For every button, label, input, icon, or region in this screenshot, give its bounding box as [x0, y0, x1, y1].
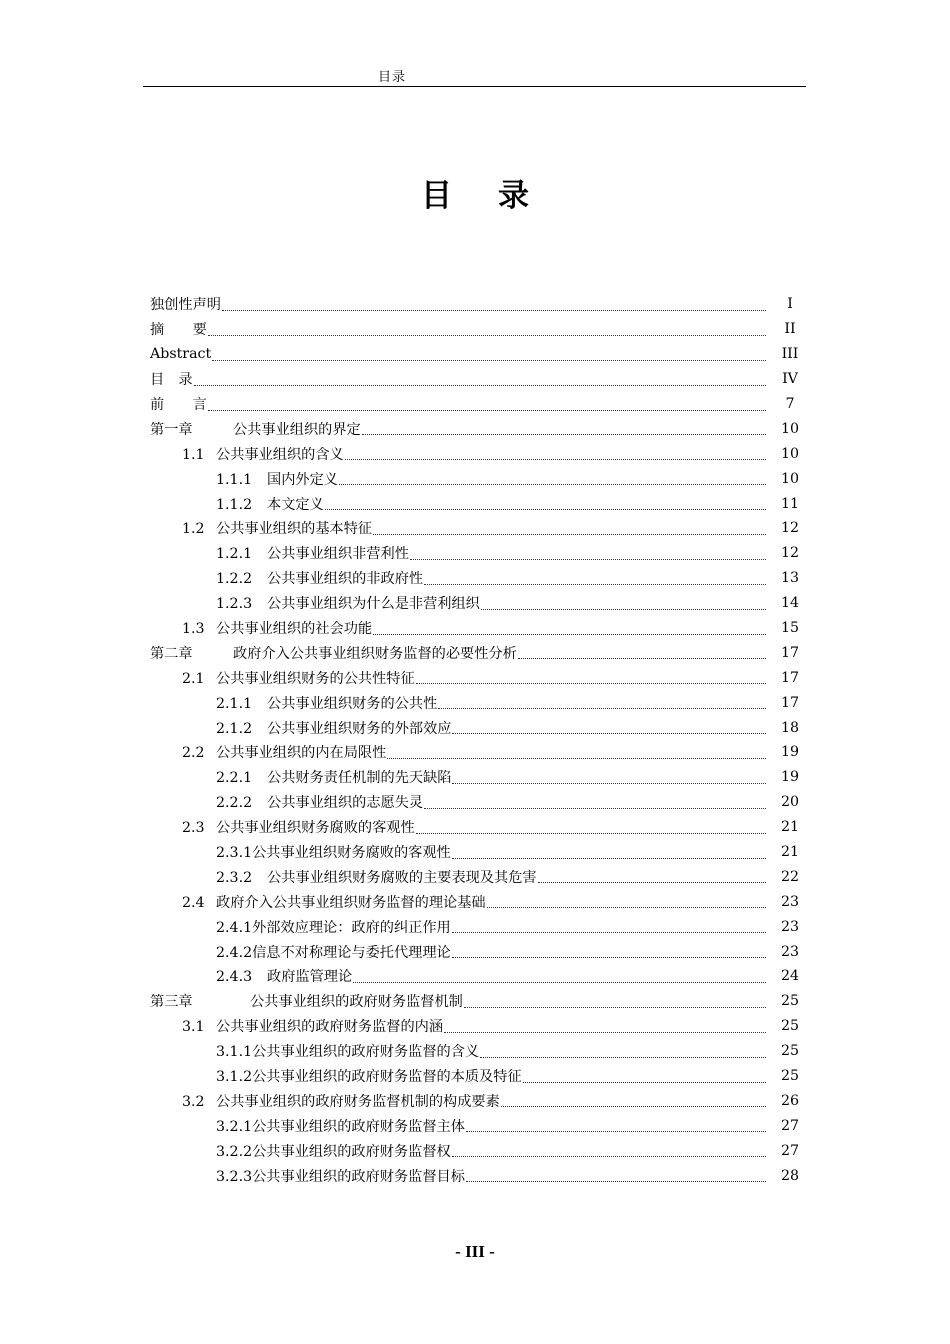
toc-entry-label	[182, 892, 486, 912]
toc-entry-title: 政府介入公共事业组织财务监督的理论基础	[216, 894, 486, 911]
toc-page-number: 13	[780, 570, 800, 587]
toc-entry-title: 信息不对称理论与委托代理理论	[252, 944, 451, 961]
toc-entry-label	[216, 718, 451, 738]
toc-entry-number: 3.2.1	[216, 1118, 253, 1135]
dot-leader	[523, 1072, 766, 1083]
dot-leader	[212, 350, 766, 361]
dot-leader	[501, 1096, 766, 1107]
toc-entry-number: 1.2.3	[216, 596, 253, 613]
toc-entry-number: 2.1.1	[216, 695, 253, 712]
toc-entry-level-2[interactable]	[150, 815, 810, 840]
toc-page-number: 20	[780, 794, 800, 811]
dot-leader	[452, 723, 766, 734]
toc-entry-title: 公共事业组织的政府财务监督目标	[252, 1168, 465, 1185]
dot-leader	[438, 698, 766, 709]
toc-page-number: 15	[780, 620, 800, 637]
toc-entry-title: 公共事业组织财务腐败的客观性	[252, 845, 451, 862]
toc-entry-label	[216, 1166, 465, 1186]
toc-page-number: 12	[780, 545, 800, 562]
running-header-title: 目录	[378, 70, 407, 85]
toc-entry-number: 2.4.2	[216, 944, 253, 961]
dot-leader	[345, 449, 766, 460]
page-title-char-2: 录	[498, 178, 529, 214]
toc-entry-level-3[interactable]	[150, 466, 810, 491]
toc-entry-label	[216, 568, 423, 588]
toc-page-number: 14	[780, 595, 800, 612]
toc-entry-level-2[interactable]	[150, 1014, 810, 1039]
dot-leader	[444, 1022, 766, 1033]
dot-leader	[387, 748, 766, 759]
toc-page-number: 21	[780, 844, 800, 861]
dot-leader	[464, 997, 766, 1008]
toc-entry-title: 政府监管理论	[267, 969, 353, 986]
toc-entry-title: 公共事业组织财务腐败的客观性	[216, 820, 415, 837]
dot-leader	[518, 648, 766, 659]
running-header	[143, 64, 806, 87]
toc-page-number: 26	[780, 1092, 800, 1109]
toc-entry-level-3[interactable]	[150, 790, 810, 815]
toc-entry-number: 1.1	[182, 446, 205, 463]
toc-entry-number: 3.2.3	[216, 1168, 253, 1185]
dot-leader	[325, 499, 766, 510]
toc-entry-level-3[interactable]	[150, 939, 810, 964]
toc-page-number: 10	[780, 420, 800, 437]
toc-entry-number: 1.3	[182, 621, 205, 638]
toc-entry-label	[216, 543, 409, 563]
toc-entry-number: 2.2.1	[216, 770, 253, 787]
toc-page-number: 19	[780, 744, 800, 761]
toc-entry-title: 本文定义	[267, 496, 324, 513]
toc-entry-level-3[interactable]	[150, 840, 810, 865]
toc-entry-label	[216, 842, 451, 862]
toc-entry-level-2[interactable]	[150, 889, 810, 914]
toc-entry-number: 1.2	[182, 521, 205, 538]
toc-entry-level-3[interactable]	[150, 765, 810, 790]
toc-entry-level-2[interactable]	[150, 1089, 810, 1114]
toc-entry-title: 公共事业组织为什么是非营利组织	[267, 596, 480, 613]
toc-front-entry[interactable]	[150, 392, 810, 417]
dot-leader	[452, 773, 766, 784]
toc-entry-level-3[interactable]	[150, 1064, 810, 1089]
toc-page-number: 25	[780, 1068, 800, 1085]
table-of-contents	[150, 292, 810, 1188]
dot-leader	[410, 549, 766, 560]
toc-entry-level-3[interactable]	[150, 1039, 810, 1064]
toc-page-number: 27	[780, 1142, 800, 1159]
dot-leader	[353, 972, 766, 983]
toc-entry-title: 公共事业组织的非政府性	[267, 571, 424, 588]
toc-entry-level-3[interactable]	[150, 1163, 810, 1188]
toc-entry-title: 公共财务责任机制的先天缺陷	[267, 770, 452, 787]
toc-entry-number: 3.2	[182, 1093, 205, 1110]
toc-entry-label	[182, 668, 415, 688]
toc-entry-number: 1.1.1	[216, 471, 253, 488]
toc-entry-level-3[interactable]	[150, 864, 810, 889]
toc-entry-title: 公共事业组织非营利性	[267, 546, 409, 563]
toc-page-number: 19	[780, 769, 800, 786]
toc-entry-level-3[interactable]	[150, 591, 810, 616]
toc-entry-number: 第二章	[150, 645, 193, 662]
dot-leader	[373, 624, 766, 635]
toc-page-number: 25	[780, 993, 800, 1010]
toc-page-number: 17	[780, 644, 800, 661]
toc-entry-number: 3.1.1	[216, 1044, 253, 1061]
toc-entry-title: 公共事业组织财务的公共性	[267, 695, 438, 712]
toc-entry-title: 公共事业组织的政府财务监督机制	[250, 994, 463, 1011]
toc-entry-title: 公共事业组织的政府财务监督权	[252, 1143, 451, 1160]
toc-entry-level-3[interactable]	[150, 690, 810, 715]
toc-entry-level-3[interactable]	[150, 1113, 810, 1138]
dot-leader	[416, 673, 766, 684]
dot-leader	[466, 1171, 766, 1182]
toc-page-number: 12	[780, 520, 800, 537]
toc-page-number: 28	[780, 1167, 800, 1184]
toc-entry-label	[216, 1141, 451, 1161]
dot-leader	[452, 848, 766, 859]
toc-page-number: 23	[780, 943, 800, 960]
dot-leader	[222, 300, 766, 311]
toc-entry-level-2[interactable]	[150, 441, 810, 466]
toc-entry-level-1[interactable]	[150, 640, 810, 665]
toc-page-number: 23	[780, 918, 800, 935]
toc-entry-number: 3.1.2	[216, 1069, 253, 1086]
toc-entry-label	[216, 792, 423, 812]
toc-entry-level-3[interactable]	[150, 715, 810, 740]
toc-entry-label	[182, 817, 415, 837]
dot-leader	[373, 524, 766, 535]
toc-entry-level-3[interactable]	[150, 914, 810, 939]
dot-leader	[339, 474, 766, 485]
toc-page-number: III	[781, 346, 799, 363]
toc-entry-label	[216, 942, 451, 962]
toc-entry-title: 政府介入公共事业组织财务监督的必要性分析	[233, 645, 517, 662]
dot-leader	[424, 574, 766, 585]
toc-entry-level-3[interactable]	[150, 1138, 810, 1163]
toc-page-number: II	[784, 321, 796, 338]
toc-page-number: 17	[780, 669, 800, 686]
toc-entry-title: 外部效应理论：政府的纠正作用	[252, 919, 451, 936]
toc-entry-title: 公共事业组织财务的公共性特征	[216, 670, 415, 687]
toc-entry-title: 公共事业组织的政府财务监督机制的构成要素	[216, 1093, 500, 1110]
toc-front-entry[interactable]	[150, 317, 810, 342]
toc-entry-level-3[interactable]	[150, 964, 810, 989]
toc-entry-level-3[interactable]	[150, 491, 810, 516]
toc-entry-title: 公共事业组织的基本特征	[216, 521, 373, 538]
toc-entry-label	[182, 742, 386, 762]
toc-entry-number: 2.4	[182, 894, 205, 911]
page-number: - III -	[455, 1242, 495, 1261]
page-title	[0, 170, 950, 215]
dot-leader	[452, 947, 766, 958]
toc-page-number: 10	[780, 445, 800, 462]
toc-page-number: 24	[780, 968, 800, 985]
toc-front-entry[interactable]	[150, 292, 810, 317]
toc-entry-number: 1.2.1	[216, 546, 253, 563]
toc-entry-number: 1.2.2	[216, 571, 253, 588]
dot-leader	[538, 872, 766, 883]
toc-entry-number: 2.3.2	[216, 869, 253, 886]
toc-entry-title: 国内外定义	[267, 471, 338, 488]
toc-entry-label	[216, 693, 437, 713]
toc-page-number: 22	[780, 868, 800, 885]
toc-front-entry[interactable]	[150, 367, 810, 392]
toc-front-entry[interactable]	[150, 342, 810, 367]
toc-entry-label	[216, 966, 352, 986]
toc-entry-title: 公共事业组织的社会功能	[216, 621, 373, 638]
toc-entry-label	[216, 867, 537, 887]
dot-leader	[481, 599, 766, 610]
toc-entry-title: 公共事业组织财务腐败的主要表现及其危害	[267, 869, 537, 886]
toc-page-number: 18	[780, 719, 800, 736]
toc-entry-label	[216, 1116, 465, 1136]
toc-page-number: 7	[785, 396, 795, 412]
toc-entry-number: 2.4.3	[216, 969, 253, 986]
toc-entry-number: 2.3.1	[216, 845, 253, 862]
toc-entry-title: 公共事业组织的界定	[233, 421, 361, 438]
toc-entry-title: 公共事业组织财务的外部效应	[267, 720, 452, 737]
toc-entry-number: 2.1	[182, 670, 205, 687]
toc-entry-label	[182, 618, 372, 638]
toc-entry-label	[216, 917, 451, 937]
toc-page-number: 11	[780, 495, 800, 512]
dot-leader	[452, 922, 766, 933]
toc-entry-level-3[interactable]	[150, 566, 810, 591]
toc-entry-title: 公共事业组织的政府财务监督的含义	[252, 1044, 480, 1061]
toc-entry-number: 2.3	[182, 820, 205, 837]
toc-entry-label	[182, 1016, 443, 1036]
toc-page-number: 17	[780, 694, 800, 711]
toc-entry-number: 2.1.2	[216, 720, 253, 737]
toc-entry-level-1[interactable]	[150, 989, 810, 1014]
toc-entry-label	[150, 419, 361, 439]
toc-entry-level-2[interactable]	[150, 516, 810, 541]
toc-entry-label: 前 言	[150, 397, 207, 413]
toc-entry-number: 2.2.2	[216, 795, 253, 812]
toc-entry-title: 公共事业组织的含义	[216, 446, 344, 463]
toc-entry-number: 2.2	[182, 745, 205, 762]
toc-page-number: 10	[780, 470, 800, 487]
toc-entry-label	[216, 1041, 479, 1061]
dot-leader	[208, 400, 766, 411]
toc-entry-label: Abstract	[150, 346, 212, 363]
toc-entry-label	[216, 1066, 522, 1086]
toc-entry-label	[216, 593, 480, 613]
toc-page-number: 25	[780, 1018, 800, 1035]
toc-entry-number: 3.2.2	[216, 1143, 253, 1160]
toc-entry-level-2[interactable]	[150, 665, 810, 690]
toc-entry-level-2[interactable]	[150, 616, 810, 641]
dot-leader	[362, 424, 766, 435]
dot-leader	[208, 325, 766, 336]
toc-page-number: 21	[780, 819, 800, 836]
toc-entry-label	[150, 991, 463, 1011]
dot-leader	[480, 1047, 766, 1058]
toc-entry-number: 2.4.1	[216, 919, 253, 936]
toc-entry-label	[216, 767, 451, 787]
toc-entry-label	[150, 643, 517, 663]
dot-leader	[424, 798, 766, 809]
toc-entry-label	[182, 1091, 500, 1111]
toc-entry-title: 公共事业组织的志愿失灵	[267, 795, 424, 812]
dot-leader	[487, 897, 766, 908]
toc-entry-number: 1.1.2	[216, 496, 253, 513]
dot-leader	[194, 375, 766, 386]
toc-entry-title: 公共事业组织的内在局限性	[216, 745, 387, 762]
toc-page-number: IV	[782, 371, 798, 388]
dot-leader	[466, 1121, 766, 1132]
toc-entry-title: 公共事业组织的政府财务监督的内涵	[216, 1019, 444, 1036]
dot-leader	[416, 823, 766, 834]
toc-page-number: 27	[780, 1117, 800, 1134]
toc-entry-label	[182, 518, 372, 538]
toc-entry-label	[216, 494, 324, 514]
toc-entry-label: 独创性声明	[150, 297, 221, 314]
toc-entry-number: 第三章	[150, 994, 193, 1011]
toc-entry-title: 公共事业组织的政府财务监督的本质及特征	[252, 1069, 522, 1086]
toc-entry-number: 第一章	[150, 421, 193, 438]
toc-entry-level-1[interactable]	[150, 416, 810, 441]
toc-entry-label: 摘 要	[150, 322, 207, 339]
toc-entry-label	[216, 469, 338, 489]
toc-entry-label	[182, 444, 344, 464]
toc-entry-level-2[interactable]	[150, 740, 810, 765]
dot-leader	[452, 1146, 766, 1157]
toc-page-number: 23	[780, 893, 800, 910]
toc-page-number: I	[787, 296, 793, 313]
toc-page-number: 25	[780, 1043, 800, 1060]
toc-entry-label: 目 录	[150, 372, 193, 389]
toc-entry-level-3[interactable]	[150, 541, 810, 566]
toc-entry-number: 3.1	[182, 1019, 205, 1036]
toc-entry-title: 公共事业组织的政府财务监督主体	[252, 1118, 465, 1135]
page-title-char-1: 目	[421, 178, 452, 214]
